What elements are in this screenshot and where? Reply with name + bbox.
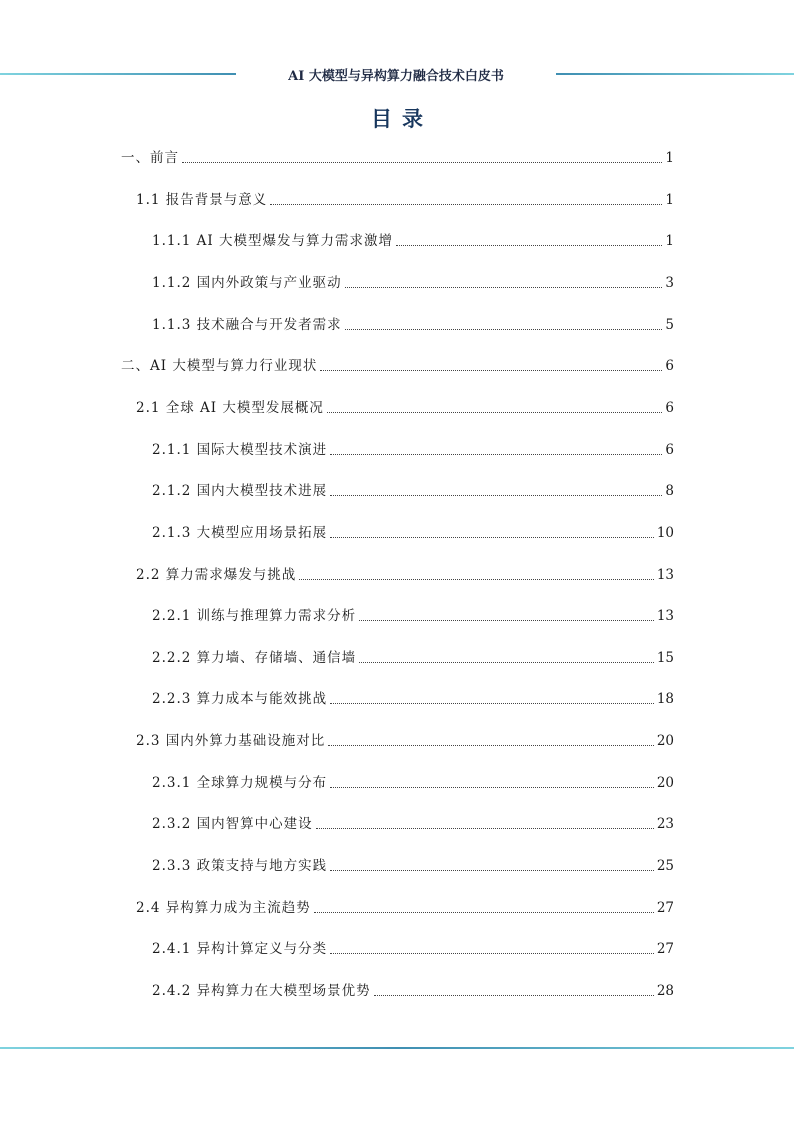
toc-entry-text: 2.2.3 算力成本与能效挑战 bbox=[152, 691, 328, 708]
toc-entry[interactable] bbox=[152, 939, 674, 959]
toc-page-number: 18 bbox=[656, 691, 674, 708]
toc-dot-leader bbox=[316, 828, 654, 829]
toc-entry-text: 2.3 国内外算力基础设施对比 bbox=[136, 733, 326, 750]
toc-entry-text: 2.3.1 全球算力规模与分布 bbox=[152, 774, 328, 791]
toc-page-number: 25 bbox=[656, 858, 674, 875]
toc-dot-leader bbox=[330, 703, 654, 704]
toc-page-number: 10 bbox=[656, 524, 674, 541]
toc-entry-text: 2.4.2 异构算力在大模型场景优势 bbox=[152, 983, 371, 999]
toc-entry-text: 2.3.3 政策支持与地方实践 bbox=[152, 858, 328, 875]
toc-dot-leader bbox=[345, 329, 663, 330]
toc-entry[interactable] bbox=[121, 148, 674, 168]
toc-entry[interactable] bbox=[136, 190, 674, 210]
toc-entry[interactable] bbox=[121, 356, 674, 376]
toc-page-number: 1 bbox=[665, 150, 674, 166]
toc-entry[interactable] bbox=[152, 981, 674, 1001]
toc-dot-leader bbox=[330, 870, 654, 871]
toc-dot-leader bbox=[330, 454, 662, 455]
page-header bbox=[0, 62, 794, 88]
toc-page-number: 3 bbox=[665, 274, 674, 291]
toc-title: 目录 bbox=[371, 106, 433, 131]
toc-entry[interactable] bbox=[152, 481, 674, 501]
toc-entry-text: 2.4.1 异构计算定义与分类 bbox=[152, 941, 328, 958]
toc-entry-text: 2.4 异构算力成为主流趋势 bbox=[136, 899, 311, 916]
toc-entry[interactable] bbox=[136, 731, 674, 751]
toc-entry[interactable] bbox=[152, 440, 674, 460]
toc-page-number: 13 bbox=[656, 566, 674, 583]
toc-entry-text: 二、AI 大模型与算力行业现状 bbox=[121, 358, 318, 375]
toc-entry[interactable] bbox=[152, 315, 674, 335]
toc-dot-leader bbox=[345, 287, 663, 288]
toc-dot-leader bbox=[330, 495, 662, 496]
toc-entry[interactable] bbox=[136, 898, 674, 918]
toc-page-number: 23 bbox=[656, 816, 674, 833]
toc-dot-leader bbox=[182, 162, 662, 163]
toc-dot-leader bbox=[270, 204, 662, 205]
header-rule-right bbox=[556, 73, 794, 75]
toc-entry[interactable] bbox=[136, 565, 674, 585]
toc-dot-leader bbox=[327, 412, 662, 413]
toc-dot-leader bbox=[330, 787, 654, 788]
toc-entry-text: 一、前言 bbox=[121, 150, 179, 166]
toc-dot-leader bbox=[314, 912, 654, 913]
toc-page-number: 13 bbox=[656, 608, 674, 625]
toc-entry-text: 2.2.2 算力墙、存储墙、通信墙 bbox=[152, 649, 357, 666]
toc-entry[interactable] bbox=[152, 648, 674, 668]
toc-dot-leader bbox=[396, 245, 662, 246]
toc-page-number: 15 bbox=[656, 649, 674, 666]
toc-dot-leader bbox=[299, 579, 654, 580]
toc-page-number: 6 bbox=[665, 399, 674, 416]
toc-entry-text: 1.1.2 国内外政策与产业驱动 bbox=[152, 274, 342, 291]
toc-page-number: 8 bbox=[665, 483, 674, 500]
toc-dot-leader bbox=[330, 953, 654, 954]
toc-entry[interactable] bbox=[152, 773, 674, 793]
toc-entry[interactable] bbox=[152, 689, 674, 709]
footer-rule bbox=[0, 1047, 794, 1049]
toc-entry[interactable] bbox=[152, 606, 674, 626]
toc-page-number: 1 bbox=[665, 191, 674, 208]
toc-entry-text: 2.1 全球 AI 大模型发展概况 bbox=[136, 399, 324, 416]
toc-entry-text: 2.2 算力需求爆发与挑战 bbox=[136, 566, 297, 583]
toc-page-number: 28 bbox=[656, 983, 674, 999]
toc-entry-text: 2.2.1 训练与推理算力需求分析 bbox=[152, 608, 357, 625]
toc-entry-text: 1.1 报告背景与意义 bbox=[136, 191, 268, 208]
toc-entry[interactable] bbox=[152, 273, 674, 293]
toc-entry-text: 1.1.1 AI 大模型爆发与算力需求激增 bbox=[152, 233, 394, 250]
toc-dot-leader bbox=[359, 620, 654, 621]
toc-entry[interactable] bbox=[152, 231, 674, 251]
toc-page-number: 27 bbox=[656, 941, 674, 958]
toc-entry-text: 2.1.2 国内大模型技术进展 bbox=[152, 483, 328, 500]
toc-dot-leader bbox=[374, 995, 654, 996]
toc-entry-text: 2.1.1 国际大模型技术演进 bbox=[152, 441, 328, 458]
document-title: AI 大模型与异构算力融合技术白皮书 bbox=[288, 69, 504, 84]
toc-entry[interactable] bbox=[152, 523, 674, 543]
toc-entry-text: 2.3.2 国内智算中心建设 bbox=[152, 816, 313, 833]
toc-page-number: 6 bbox=[665, 358, 674, 375]
toc-entry[interactable] bbox=[152, 814, 674, 834]
toc-page-number: 6 bbox=[665, 441, 674, 458]
toc-page-number: 20 bbox=[656, 774, 674, 791]
header-rule-left bbox=[0, 73, 236, 75]
toc-page-number: 27 bbox=[656, 899, 674, 916]
toc-dot-leader bbox=[359, 662, 654, 663]
toc-dot-leader bbox=[328, 745, 654, 746]
toc-entry[interactable] bbox=[152, 856, 674, 876]
toc-page-number: 1 bbox=[665, 233, 674, 250]
toc-entry[interactable] bbox=[136, 398, 674, 418]
toc-entry-text: 1.1.3 技术融合与开发者需求 bbox=[152, 316, 342, 333]
toc-dot-leader bbox=[320, 370, 662, 371]
toc-page-number: 5 bbox=[665, 316, 674, 333]
toc-entry-text: 2.1.3 大模型应用场景拓展 bbox=[152, 524, 328, 541]
toc-page-number: 20 bbox=[656, 733, 674, 750]
toc-dot-leader bbox=[330, 537, 654, 538]
